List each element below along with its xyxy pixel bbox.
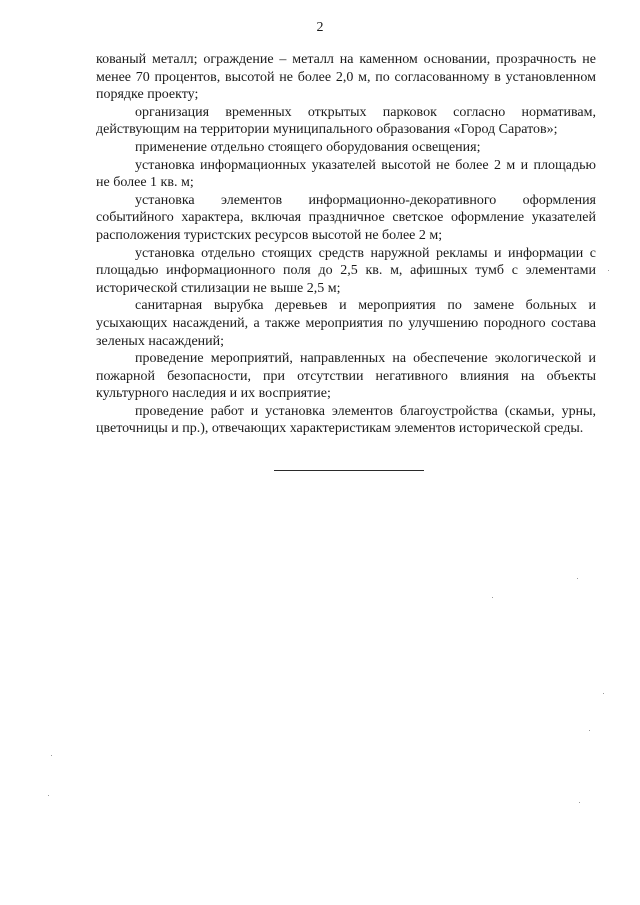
paragraph-lighting: применение отдельно стоящего оборудования освещения; (135, 139, 481, 155)
paragraph-decoration: установка элементов информационно-декоративного оформления событийного характера, включая праздничное светское оформление указателей расположения туристских ресурсов высотой не более 2 м; (96, 192, 596, 243)
scan-artifact (608, 270, 609, 271)
scan-artifact (48, 795, 49, 796)
paragraph-tree-felling: санитарная вырубка деревьев и мероприятия по замене больных и усыхающих насаждений, а также мероприятия по улучшению породного состава зеленых насаждений; (96, 298, 596, 349)
page-number: 2 (316, 20, 324, 35)
end-divider-line (274, 470, 424, 471)
paragraph-signs: установка информационных указателей высотой не более 2 м и площадью не более 1 кв. м; (96, 157, 596, 191)
scan-artifact (603, 693, 604, 694)
paragraph-advertising: установка отдельно стоящих средств наружной рекламы и информации с площадью информационного поля до 2,5 кв. м, афишных тумб с элементами исторической стилизации не выше 2,5 м; (96, 245, 596, 296)
scan-artifact (579, 802, 580, 803)
scan-artifact (492, 597, 493, 598)
scan-artifact (51, 755, 52, 756)
scan-artifact (589, 730, 590, 731)
document-body (96, 51, 596, 438)
paragraph-continuation: кованый металл; ограждение – металл на каменном основании, прозрачность не менее 70 процентов, высотой не более 2,0 м, по согласованному в установленном порядке проекту; (96, 52, 596, 103)
scan-artifact (577, 578, 578, 579)
paragraph-parking: организация временных открытых парковок согласно нормативам, действующим на территории муниципального образования «Город Саратов»; (96, 104, 596, 138)
paragraph-improvement: проведение работ и установка элементов благоустройства (скамьи, урны, цветочницы и пр.), отвечающих характеристикам элементов исторической среды. (96, 403, 596, 437)
paragraph-safety: проведение мероприятий, направленных на обеспечение экологической и пожарной безопасности, при отсутствии негативного влияния на объекты культурного наследия и их восприятие; (96, 351, 596, 402)
